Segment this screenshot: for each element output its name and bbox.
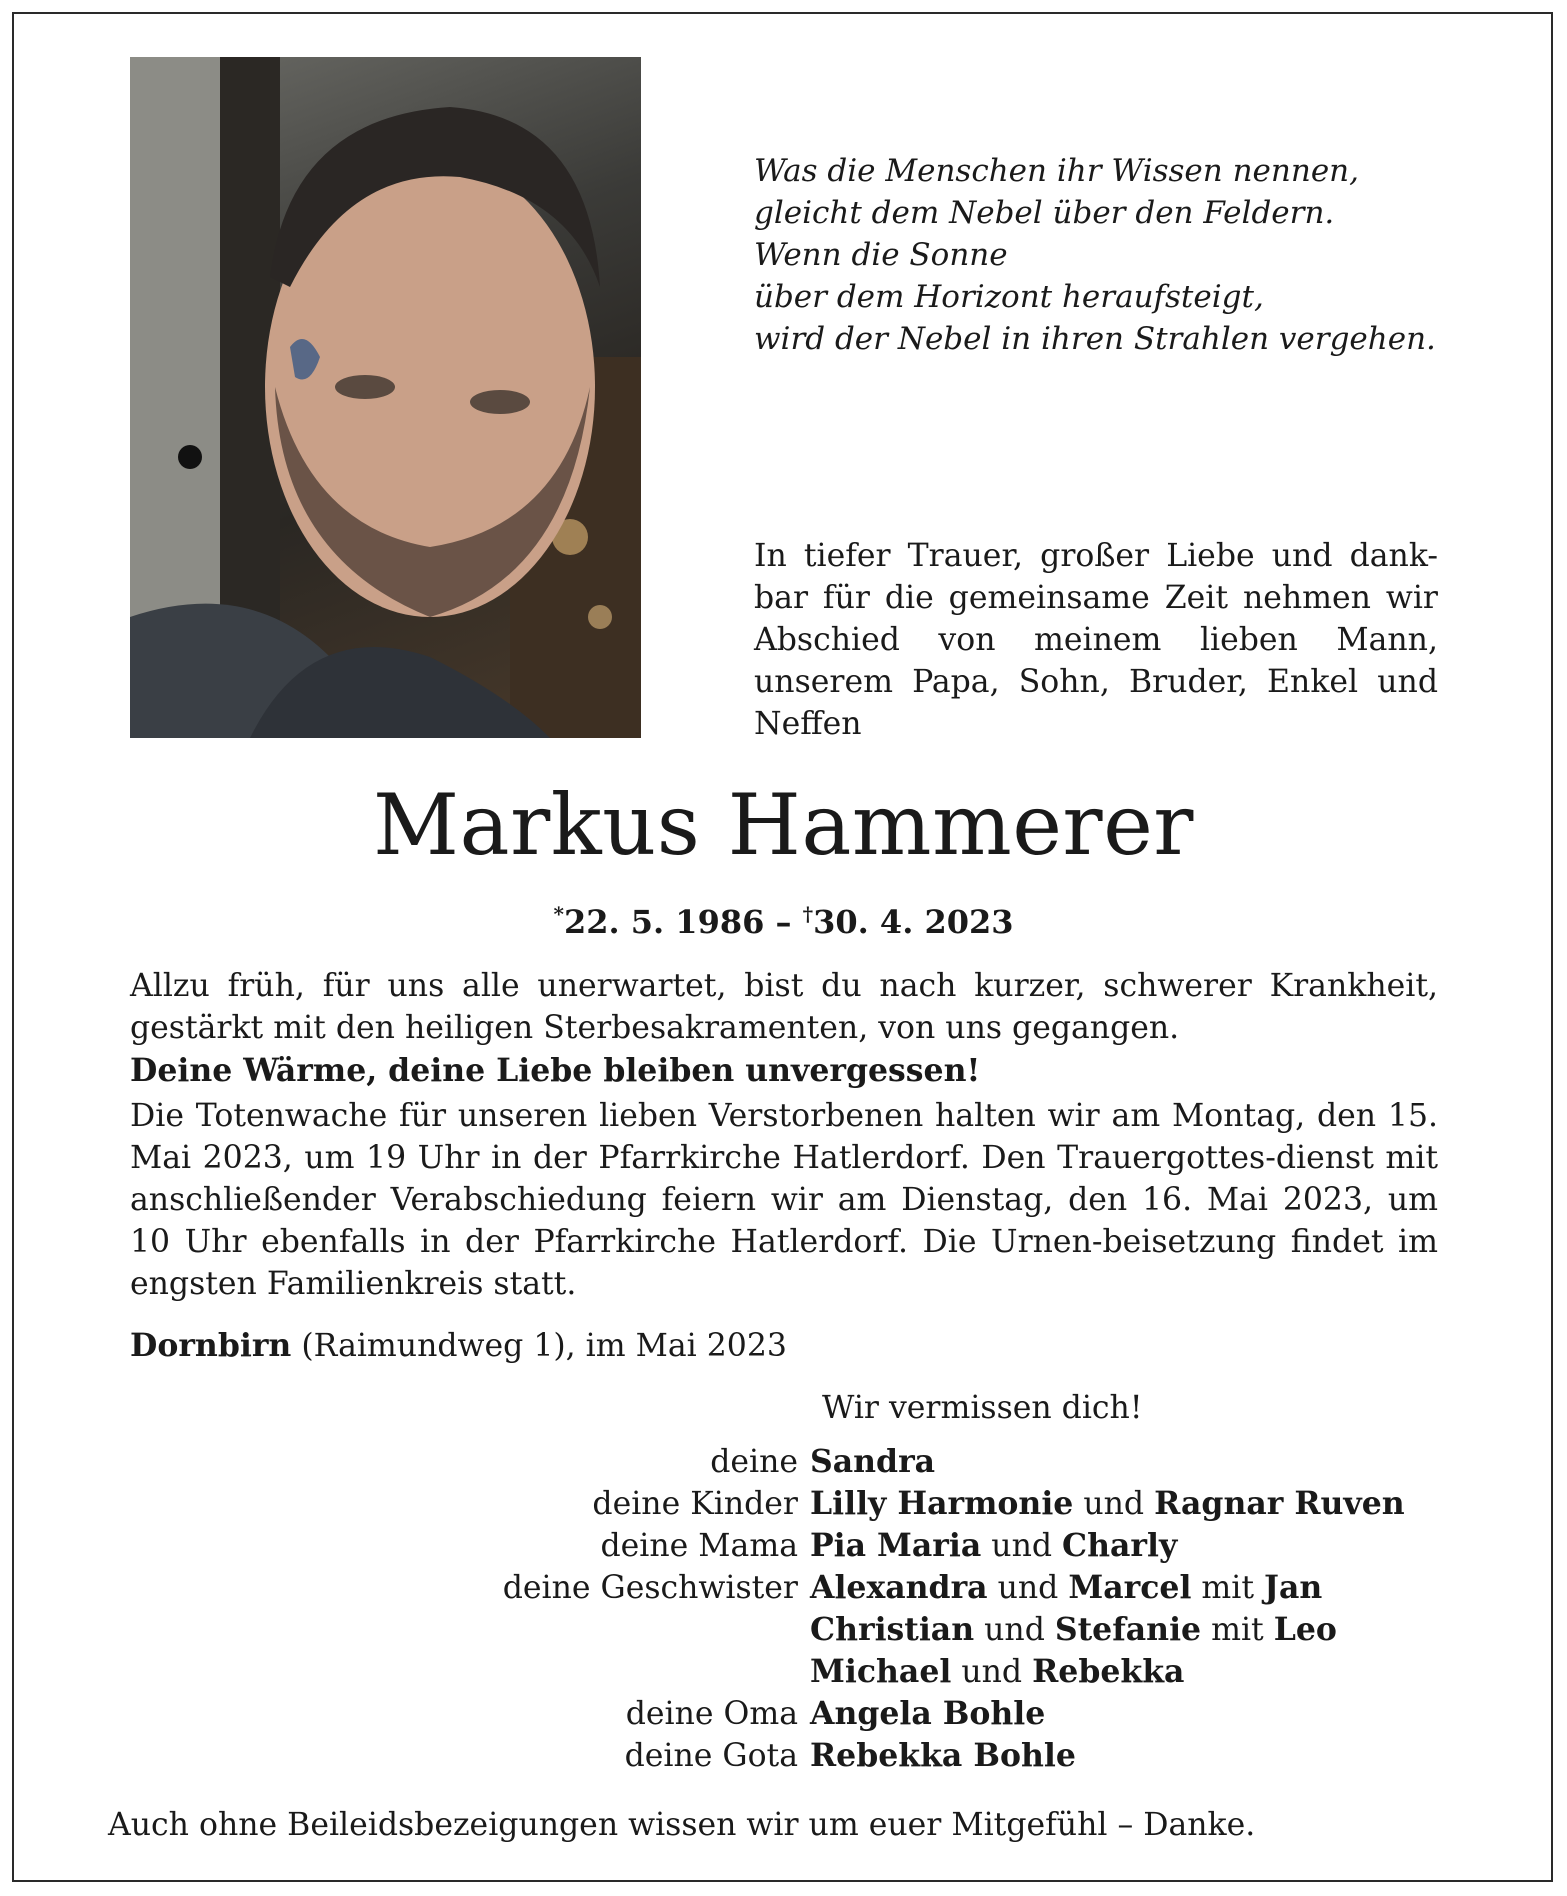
poem-line: wird der Nebel in ihren Strahlen vergehen. xyxy=(754,321,1436,357)
family-row xyxy=(300,1525,1540,1567)
family-role: deine Gota xyxy=(624,1738,798,1774)
family-member-name: Michael xyxy=(810,1653,952,1690)
family-member-name: Rebekka Bohle xyxy=(810,1737,1076,1774)
family-member-name: Alexandra xyxy=(810,1569,988,1606)
family-row xyxy=(300,1609,1540,1651)
place-detail: (Raimundweg 1), im Mai 2023 xyxy=(291,1328,787,1364)
connector-text: und xyxy=(981,1528,1063,1564)
place-and-date xyxy=(130,1325,1438,1367)
birth-date: 22. 5. 1986 xyxy=(563,903,765,941)
family-list xyxy=(300,1441,1540,1777)
place-name: Dornbirn xyxy=(130,1327,292,1364)
family-row xyxy=(300,1483,1540,1525)
remembrance-line: Deine Wärme, deine Liebe bleiben unvergessen! xyxy=(130,1052,981,1089)
family-names xyxy=(810,1609,1530,1651)
miss-line: Wir vermissen dich! xyxy=(822,1390,1143,1426)
family-member-name: Jan xyxy=(1264,1569,1323,1606)
family-member-name: Christian xyxy=(810,1611,975,1648)
connector-text: und xyxy=(974,1612,1055,1648)
family-role: deine Oma xyxy=(625,1696,798,1732)
portrait-photo xyxy=(130,57,641,738)
family-names xyxy=(810,1693,1530,1735)
family-member-name: Rebekka xyxy=(1032,1653,1185,1690)
family-names xyxy=(810,1441,1530,1483)
poem-line: gleicht dem Nebel über den Feldern. xyxy=(754,195,1335,231)
portrait-illustration xyxy=(130,57,641,738)
deceased-name: Markus Hammerer xyxy=(373,776,1194,874)
family-role: deine Mama xyxy=(600,1528,798,1564)
family-names xyxy=(810,1483,1530,1525)
paragraph-funeral-details: Die Totenwache für unseren lieben Verstorbenen halten wir am Montag, den 15. Mai 2023, um 19 Uhr in der Pfarrkirche Hatlerdorf. Den Trauergottes-dienst mit anschließender Verabschiedung feiern wir am Dienstag, den 16. Mai 2023, um 10 Uhr ebenfalls in der Pfarrkirche Hatlerdorf. Die Urnen-beisetzung findet im engsten Familienkreis statt. xyxy=(130,1098,1438,1302)
family-row xyxy=(300,1651,1540,1693)
family-role xyxy=(300,1609,810,1651)
family-row xyxy=(300,1567,1540,1609)
family-role xyxy=(300,1651,810,1693)
life-dates xyxy=(0,894,1567,942)
family-member-name: Lilly Harmonie xyxy=(810,1485,1074,1522)
paragraph-passing: Allzu früh, für uns alle unerwartet, bist du nach kurzer, schwerer Krankheit, gestärkt mit den heiligen Sterbesakramenten, von uns gegangen. xyxy=(130,968,1438,1046)
family-role: deine Geschwister xyxy=(502,1570,798,1606)
family-role: deine xyxy=(710,1444,798,1480)
family-names xyxy=(810,1735,1530,1777)
connector-text: und xyxy=(987,1570,1069,1606)
family-member-name: Ragnar Ruven xyxy=(1154,1485,1405,1522)
family-member-name: Stefanie xyxy=(1054,1611,1202,1648)
family-names xyxy=(810,1651,1530,1693)
family-role: deine Kinder xyxy=(592,1486,798,1522)
family-member-name: Angela Bohle xyxy=(810,1695,1046,1732)
family-names xyxy=(810,1525,1530,1567)
family-member-name: Pia Maria xyxy=(810,1527,982,1564)
family-member-name: Leo xyxy=(1273,1611,1337,1648)
poem-line: Was die Menschen ihr Wissen nennen, xyxy=(754,153,1359,189)
death-date: 30. 4. 2023 xyxy=(813,903,1014,941)
intro-text: In tiefer Trauer, großer Liebe und dank-bar für die gemeinsame Zeit nehmen wir Abschied von meinem lieben Mann, unserem Papa, Sohn, Bruder, Enkel und Neffen xyxy=(754,538,1438,742)
connector-text: und xyxy=(1073,1486,1155,1522)
family-names xyxy=(810,1567,1530,1609)
connector-text: mit xyxy=(1191,1570,1265,1606)
birth-symbol: * xyxy=(553,902,564,926)
connector-text: mit xyxy=(1201,1612,1274,1648)
poem-line: über dem Horizont heraufsteigt, xyxy=(754,279,1264,315)
family-row xyxy=(300,1735,1540,1777)
date-separator: – xyxy=(764,903,803,941)
closing-line: Auch ohne Beileidsbezeigungen wissen wir um euer Mitgefühl – Danke. xyxy=(108,1807,1256,1843)
poem xyxy=(754,150,1474,360)
family-row xyxy=(300,1441,1540,1483)
death-symbol: † xyxy=(802,902,814,926)
connector-text: und xyxy=(951,1654,1033,1690)
family-member-name: Charly xyxy=(1062,1527,1178,1564)
family-member-name: Sandra xyxy=(810,1443,936,1480)
poem-line: Wenn die Sonne xyxy=(754,237,1008,273)
family-member-name: Marcel xyxy=(1068,1569,1192,1606)
family-row xyxy=(300,1693,1540,1735)
